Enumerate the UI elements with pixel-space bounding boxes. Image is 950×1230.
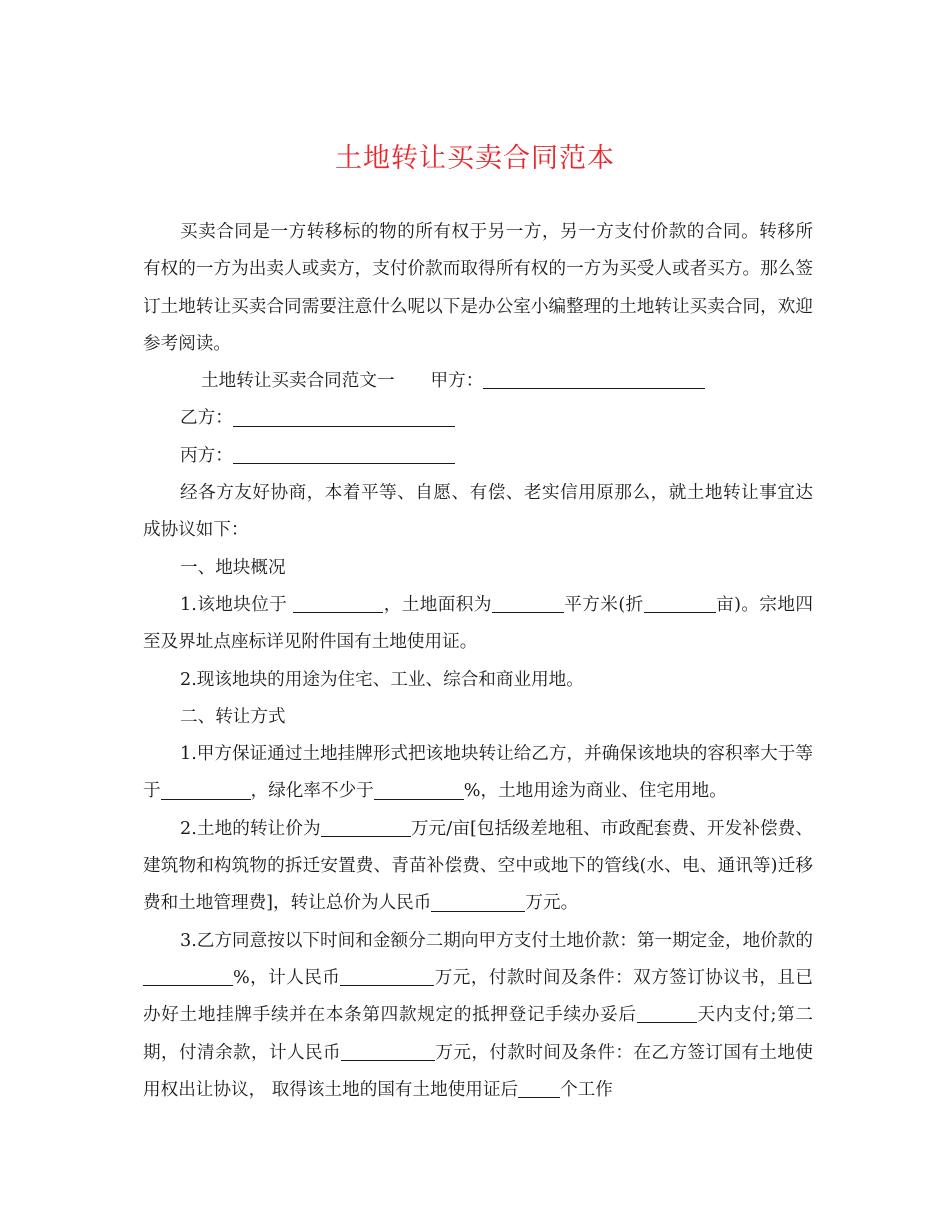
section1-heading: 一、地块概况 xyxy=(180,557,286,578)
plot-ratio-blank xyxy=(161,780,251,799)
s2-item2 xyxy=(143,811,813,923)
location-blank xyxy=(293,594,383,613)
party-b-line xyxy=(143,400,813,437)
area-sqm-blank xyxy=(492,594,564,613)
s1-item1 xyxy=(143,587,813,662)
party-c-line xyxy=(143,438,813,475)
text-segment: 3.乙方同意按以下时间和金额分二期向甲方支付土地价款：第一期定金，地价款的 xyxy=(180,930,813,951)
s2-item3 xyxy=(143,923,813,1109)
party-c-label: 丙方： xyxy=(180,445,233,466)
document-title: 土地转让买卖合同范本 xyxy=(335,143,615,174)
sample-heading-line xyxy=(143,363,813,400)
total-price-blank xyxy=(431,892,525,911)
price-per-mu-blank xyxy=(321,817,411,836)
text-segment: 1.甲方保证通过土地挂牌形式把该地块转让给乙方，并确保该地块的容积率大于等于 xyxy=(143,744,813,802)
text-segment: 个工作 xyxy=(560,1079,613,1100)
text-segment: 平方米(折 xyxy=(563,594,644,615)
party-b-label: 乙方： xyxy=(180,408,233,429)
text-segment: ，绿化率不少于 xyxy=(250,781,374,802)
agreement-intro: 经各方友好协商，本着平等、自愿、有偿、老实信用原那么，就土地转让事宜达成协议如下： xyxy=(143,483,813,541)
intro-paragraph: 买卖合同是一方转移标的物的所有权于另一方，另一方支付价款的合同。转移所有权的一方为出卖人或卖方，支付价款而取得所有权的一方为买受人或者买方。那么签订土地转让买卖合同需要注意什么呢以下是办公室小编整理的土地转让买卖合同，欢迎参考阅读。 xyxy=(143,222,813,354)
text-segment: 亩)。宗地四至及界址点座标详见附件国有土地使用证。 xyxy=(143,594,813,653)
party-b-blank xyxy=(233,407,455,426)
text-segment: 万元/亩[包括级差地租、市政配套费、开发补偿费、建筑物和构筑物的拆迁安置费、青苗补偿费、空中或地下的管线(水、电、通讯等)迁移费和土地管理费]，转让总价为人民币 xyxy=(143,818,813,914)
text-segment: ，土地面积为 xyxy=(383,594,492,615)
payment-days-blank xyxy=(637,1004,697,1023)
deposit-amount-blank xyxy=(340,967,434,986)
party-a-label: 甲方： xyxy=(430,371,484,392)
text-segment: 天内支付;第二期，付清余款，计人民币 xyxy=(143,1005,813,1063)
green-ratio-blank xyxy=(374,780,464,799)
area-mu-blank xyxy=(644,594,716,613)
balance-amount-blank xyxy=(341,1041,435,1060)
text-segment: %，计人民币 xyxy=(233,967,341,988)
s1-item2: 2.现该地块的用途为住宅、工业、综合和商业用地。 xyxy=(180,669,584,690)
deposit-percent-blank xyxy=(143,967,233,986)
text-segment: 1.该地块位于 xyxy=(180,594,288,615)
document-body xyxy=(143,214,813,1109)
text-segment: %，土地用途为商业、住宅用地。 xyxy=(463,781,727,802)
text-segment: 2.土地的转让价为 xyxy=(180,818,321,839)
party-c-blank xyxy=(233,444,455,463)
text-segment: 万元。 xyxy=(525,893,579,914)
party-a-blank xyxy=(483,370,705,389)
sample-heading: 土地转让买卖合同范文一 xyxy=(201,371,395,392)
working-days-blank xyxy=(518,1079,560,1098)
s2-item1 xyxy=(143,736,813,811)
section2-heading: 二、转让方式 xyxy=(180,706,286,727)
text-segment: 万元，付款时间及条件：在乙方签订国有土地使用权出让协议， 取得该土地的国有土地使用证后 xyxy=(143,1042,813,1100)
text-segment: 万元，付款时间及条件：双方签订协议书，且已办好土地挂牌手续并在本条第四款规定的抵押登记手续办妥后 xyxy=(143,967,813,1026)
